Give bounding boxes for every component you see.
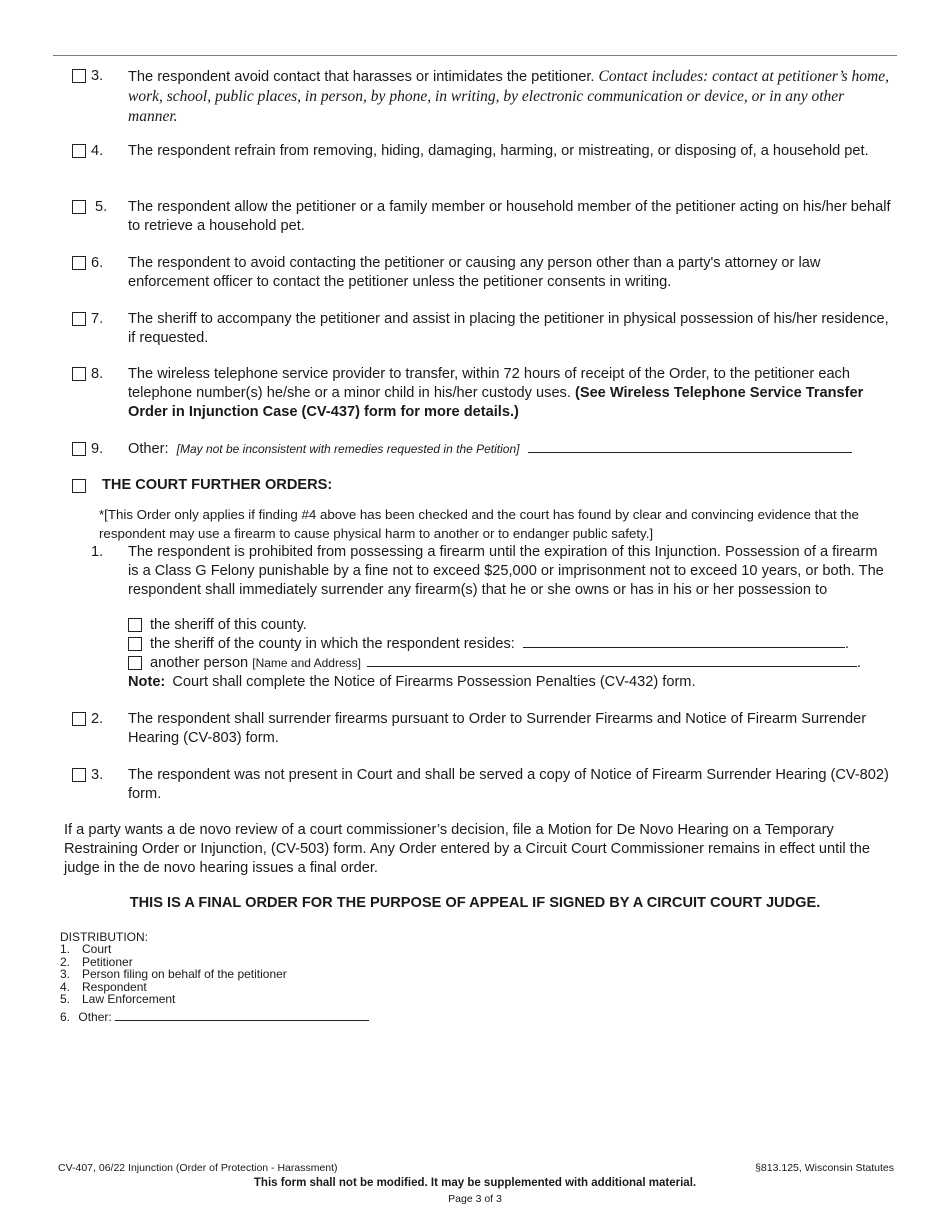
order-item-text: The respondent allow the petitioner or a family member or household member of the petitioner acting on his/her behalf to retrieve a household pet. bbox=[128, 199, 891, 234]
order-item-9-checkbox[interactable] bbox=[72, 442, 86, 456]
sheriff-resident-county-checkbox[interactable] bbox=[128, 637, 142, 651]
order-item-number: 7. bbox=[91, 311, 104, 327]
modification-notice: This form shall not be modified. It may be supplemented with additional material. bbox=[253, 1177, 697, 1189]
order-item-text: The sheriff to accompany the petitioner and assist in placing the petitioner in physical possession of his/her residence, if requested. bbox=[128, 311, 889, 346]
top-divider bbox=[53, 55, 897, 56]
another-person-fill-line[interactable] bbox=[367, 654, 857, 667]
distribution-item: 2. Petitioner bbox=[60, 954, 133, 969]
order-item-7-checkbox[interactable] bbox=[72, 312, 86, 326]
distribution-list bbox=[60, 931, 287, 1005]
order-item-4-checkbox[interactable] bbox=[72, 144, 86, 158]
other-fill-line[interactable] bbox=[528, 440, 852, 453]
distribution-title: DISTRIBUTION: bbox=[60, 930, 149, 944]
order-item-5-checkbox[interactable] bbox=[72, 200, 86, 214]
order-item-number: 4. bbox=[91, 143, 104, 159]
firearm-note bbox=[128, 673, 696, 692]
order-item-text: The wireless telephone service provider to transfer, within 72 hours of receipt of the Order, to the petitioner each telephone number(s) he/she or a minor child in his/her custody uses. (See Wireless Telephone Service Transfer Order in Injunction Case (CV-437) form for more details.) bbox=[128, 366, 864, 420]
firearm-item-number: 2. bbox=[91, 711, 104, 727]
distribution-item: 3. Person filing on behalf of the petitioner bbox=[60, 967, 287, 982]
order-item-text: The respondent to avoid contacting the petitioner or causing any person other than a party's attorney or law enforcement officer to contact the petitioner unless the petitioner consents in writing. bbox=[128, 255, 821, 290]
firearm-item-text: The respondent shall surrender firearms pursuant to Order to Surrender Firearms and Notice of Firearm Surrender Hearing (CV-803) form. bbox=[128, 711, 867, 746]
firearm-item-3-checkbox[interactable] bbox=[72, 768, 86, 782]
order-item-number: 5. bbox=[95, 199, 108, 215]
distribution-other: 6. Other: bbox=[60, 1010, 369, 1024]
firearm-item-number: 1. bbox=[91, 544, 104, 560]
order-item-text: The respondent avoid contact that harasses or intimidates the petitioner. Contact includes: contact at petitioner’s home, work, school, public places, in person, by phone, in writing, by electronic communication or device, or in any other manner. bbox=[128, 68, 889, 125]
other-note: [May not be inconsistent with remedies requested in the Petition] bbox=[176, 442, 520, 456]
court-further-orders-checkbox[interactable] bbox=[72, 479, 86, 493]
firearm-item-number: 3. bbox=[91, 767, 104, 783]
distribution-item: 1. Court bbox=[60, 942, 112, 957]
order-item-text bbox=[128, 440, 892, 459]
order-item-number: 9. bbox=[91, 441, 104, 457]
form-identifier: CV-407, 06/22 Injunction (Order of Protection - Harassment) bbox=[58, 1162, 338, 1174]
firearm-item-2-checkbox[interactable] bbox=[72, 712, 86, 726]
order-item-text: The respondent refrain from removing, hiding, damaging, harming, or mistreating, or disposing of, a household pet. bbox=[128, 143, 869, 159]
firearm-item-text: The respondent was not present in Court and shall be served a copy of Notice of Firearm Surrender Hearing (CV-802) form. bbox=[128, 767, 889, 802]
resident-county-fill-line[interactable] bbox=[523, 635, 845, 648]
page-number: Page 3 of 3 bbox=[448, 1193, 502, 1205]
court-further-orders-heading: THE COURT FURTHER ORDERS: bbox=[102, 477, 333, 493]
distribution-other-fill-line[interactable] bbox=[115, 1010, 369, 1021]
firearm-item-text: The respondent is prohibited from possessing a firearm until the expiration of this Injunction. Possession of a firearm is a Class G Felony punishable by a fine not to exceed $25,000 or imprisonment not to exceed 10 years, or both. The respondent shall immediately surrender any firearm(s) that he or she owns or has in his or her possession to bbox=[128, 544, 884, 598]
distribution-item: 5. Law Enforcement bbox=[60, 992, 176, 1007]
order-item-number: 6. bbox=[91, 255, 104, 271]
note-text: Court shall complete the Notice of Firearms Possession Penalties (CV-432) form. bbox=[172, 674, 696, 690]
order-item-number: 3. bbox=[91, 68, 104, 84]
order-item-3-checkbox[interactable] bbox=[72, 69, 86, 83]
firearm-applicability-note: *[This Order only applies if finding #4 above has been checked and the court has found by clear and convincing evidence that the respondent may use a firearm to cause physical harm to another or to endanger public safety.] bbox=[99, 507, 859, 541]
statute-reference: §813.125, Wisconsin Statutes bbox=[755, 1162, 894, 1174]
final-order-statement: THIS IS A FINAL ORDER FOR THE PURPOSE OF APPEAL IF SIGNED BY A CIRCUIT COURT JUDGE. bbox=[129, 895, 821, 911]
note-label: Note: bbox=[128, 674, 166, 690]
order-item-6-checkbox[interactable] bbox=[72, 256, 86, 270]
distribution-item: 4. Respondent bbox=[60, 979, 147, 994]
another-person-checkbox[interactable] bbox=[128, 656, 142, 670]
order-item-number: 8. bbox=[91, 366, 104, 382]
order-item-8-checkbox[interactable] bbox=[72, 367, 86, 381]
wireless-transfer-reference: (See Wireless Telephone Service Transfer Order in Injunction Case (CV-437) form for more details.) bbox=[128, 385, 864, 420]
contact-definition: Contact includes: contact at petitioner’s home, work, school, public places, in person, by phone, in writing, by electronic communication or device, or in any other manner. bbox=[128, 68, 889, 125]
de-novo-paragraph: If a party wants a de novo review of a court commissioner’s decision, file a Motion for De Novo Hearing on a Temporary Restraining Order or Injunction, (CV-503) form. Any Order entered by a Circuit Court Commissioner remains in effect until the judge in the de novo hearing issues a final order. bbox=[64, 822, 870, 876]
sheriff-this-county-checkbox[interactable] bbox=[128, 618, 142, 632]
other-label: Other: bbox=[128, 441, 169, 457]
